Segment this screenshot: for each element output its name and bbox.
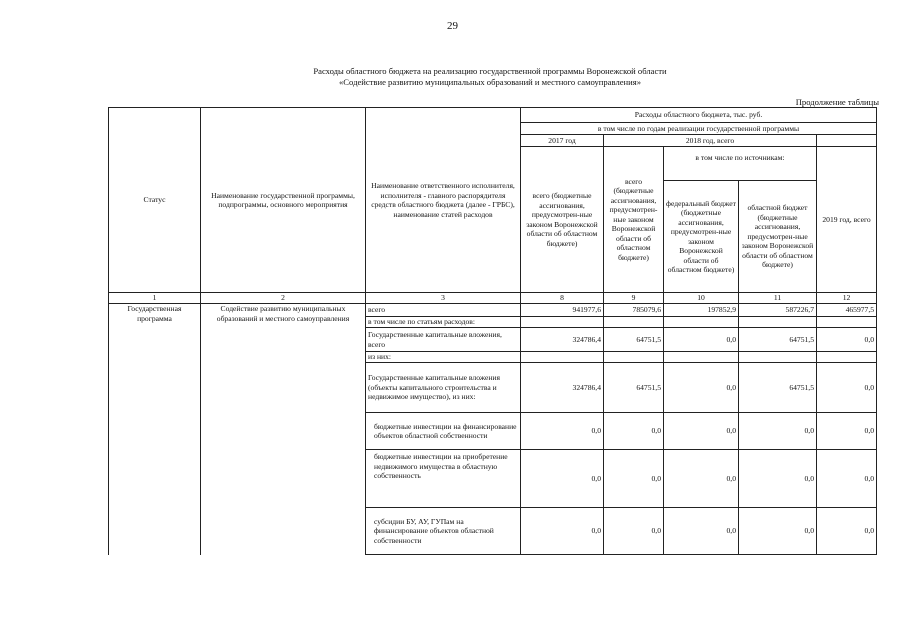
column-number-row — [109, 293, 877, 304]
status-cell: Государственная программа — [109, 304, 201, 555]
header-col8: всего (бюджетные ассигнования, предусмотрен-ные законом Воронежской области об областном бюджете) — [521, 147, 604, 293]
value-cell — [664, 352, 739, 363]
value-cell: 0,0 — [521, 413, 604, 450]
col-number: 9 — [604, 293, 664, 304]
col-number: 3 — [366, 293, 521, 304]
value-cell: 0,0 — [817, 450, 877, 508]
col-number: 10 — [664, 293, 739, 304]
table-row — [109, 304, 877, 317]
value-cell: 0,0 — [604, 413, 664, 450]
value-cell: 64751,5 — [604, 363, 664, 413]
value-cell: 324786,4 — [521, 328, 604, 352]
header-program-name: Наименование государственной программы, подпрограммы, основного мероприятия — [201, 108, 366, 293]
value-cell: 0,0 — [664, 450, 739, 508]
value-cell — [739, 317, 817, 328]
header-col10: федеральный бюджет (бюджетные ассигнования, предусмотрен-ные законом Воронежской области об областном бюджете) — [664, 181, 739, 293]
col-number: 11 — [739, 293, 817, 304]
value-cell: 0,0 — [664, 328, 739, 352]
value-cell: 0,0 — [521, 508, 604, 555]
budget-table — [108, 107, 877, 555]
row-label: Государственные капитальные вложения (объекты капитального строительства и недвижимое имущество), из них: — [366, 363, 521, 413]
value-cell: 64751,5 — [739, 363, 817, 413]
header-spacer-12 — [817, 135, 877, 147]
value-cell: 0,0 — [604, 450, 664, 508]
col-number: 2 — [201, 293, 366, 304]
value-cell — [739, 352, 817, 363]
value-cell: 324786,4 — [521, 363, 604, 413]
value-cell: 0,0 — [521, 450, 604, 508]
header-by-years: в том числе по годам реализации государственной программы — [521, 123, 877, 135]
document-title — [150, 66, 830, 88]
row-label: Государственные капитальные вложения, всего — [366, 328, 521, 352]
header-col11: областной бюджет (бюджетные ассигнования, предусмотрен-ные законом Воронежской области об областном бюджете) — [739, 181, 817, 293]
value-cell: 0,0 — [817, 363, 877, 413]
value-cell: 785079,6 — [604, 304, 664, 317]
header-by-sources: в том числе по источникам: — [664, 147, 817, 181]
row-label: в том числе по статьям расходов: — [366, 317, 521, 328]
program-name-cell: Содействие развитию муниципальных образований и местного самоуправления — [201, 304, 366, 555]
value-cell: 0,0 — [664, 363, 739, 413]
value-cell: 0,0 — [817, 413, 877, 450]
header-responsible: Наименование ответственного исполнителя, исполнителя - главного распорядителя средств областного бюджета (далее - ГРБС), наименование статей расходов — [366, 108, 521, 293]
value-cell — [817, 352, 877, 363]
header-year-2018: 2018 год, всего — [604, 135, 817, 147]
row-label: из них: — [366, 352, 521, 363]
value-cell: 0,0 — [817, 508, 877, 555]
value-cell — [604, 317, 664, 328]
row-label: субсидии БУ, АУ, ГУПам на финансирование объектов областной собственности — [366, 508, 521, 555]
row-label: всего — [366, 304, 521, 317]
value-cell: 0,0 — [664, 508, 739, 555]
value-cell — [521, 352, 604, 363]
col-number: 1 — [109, 293, 201, 304]
value-cell: 64751,5 — [739, 328, 817, 352]
title-line-2: «Содействие развитию муниципальных образований и местного самоуправления» — [339, 77, 641, 87]
header-year-2017: 2017 год — [521, 135, 604, 147]
row-label: бюджетные инвестиции на финансирование объектов областной собственности — [366, 413, 521, 450]
value-cell — [664, 317, 739, 328]
value-cell: 587226,7 — [739, 304, 817, 317]
col-number: 12 — [817, 293, 877, 304]
value-cell: 0,0 — [739, 450, 817, 508]
value-cell: 0,0 — [817, 328, 877, 352]
header-expenses: Расходы областного бюджета, тыс. руб. — [521, 108, 877, 123]
row-label: бюджетные инвестиции на приобретение недвижимого имущества в областную собственность — [366, 450, 521, 508]
value-cell: 0,0 — [604, 508, 664, 555]
title-line-1: Расходы областного бюджета на реализацию государственной программы Воронежской области — [313, 66, 667, 76]
header-status: Статус — [109, 108, 201, 293]
value-cell — [817, 317, 877, 328]
value-cell — [604, 352, 664, 363]
col-number: 8 — [521, 293, 604, 304]
page-number: 29 — [447, 20, 458, 32]
value-cell: 197852,9 — [664, 304, 739, 317]
value-cell: 0,0 — [664, 413, 739, 450]
value-cell: 0,0 — [739, 508, 817, 555]
value-cell: 0,0 — [739, 413, 817, 450]
header-col9: всего (бюджетные ассигнования, предусмотрен-ные законом Воронежской области об областном бюджете) — [604, 147, 664, 293]
value-cell: 941977,6 — [521, 304, 604, 317]
value-cell: 64751,5 — [604, 328, 664, 352]
value-cell — [521, 317, 604, 328]
value-cell: 465977,5 — [817, 304, 877, 317]
continuation-label: Продолжение таблицы — [795, 97, 879, 107]
header-col12: 2019 год, всего — [817, 147, 877, 293]
